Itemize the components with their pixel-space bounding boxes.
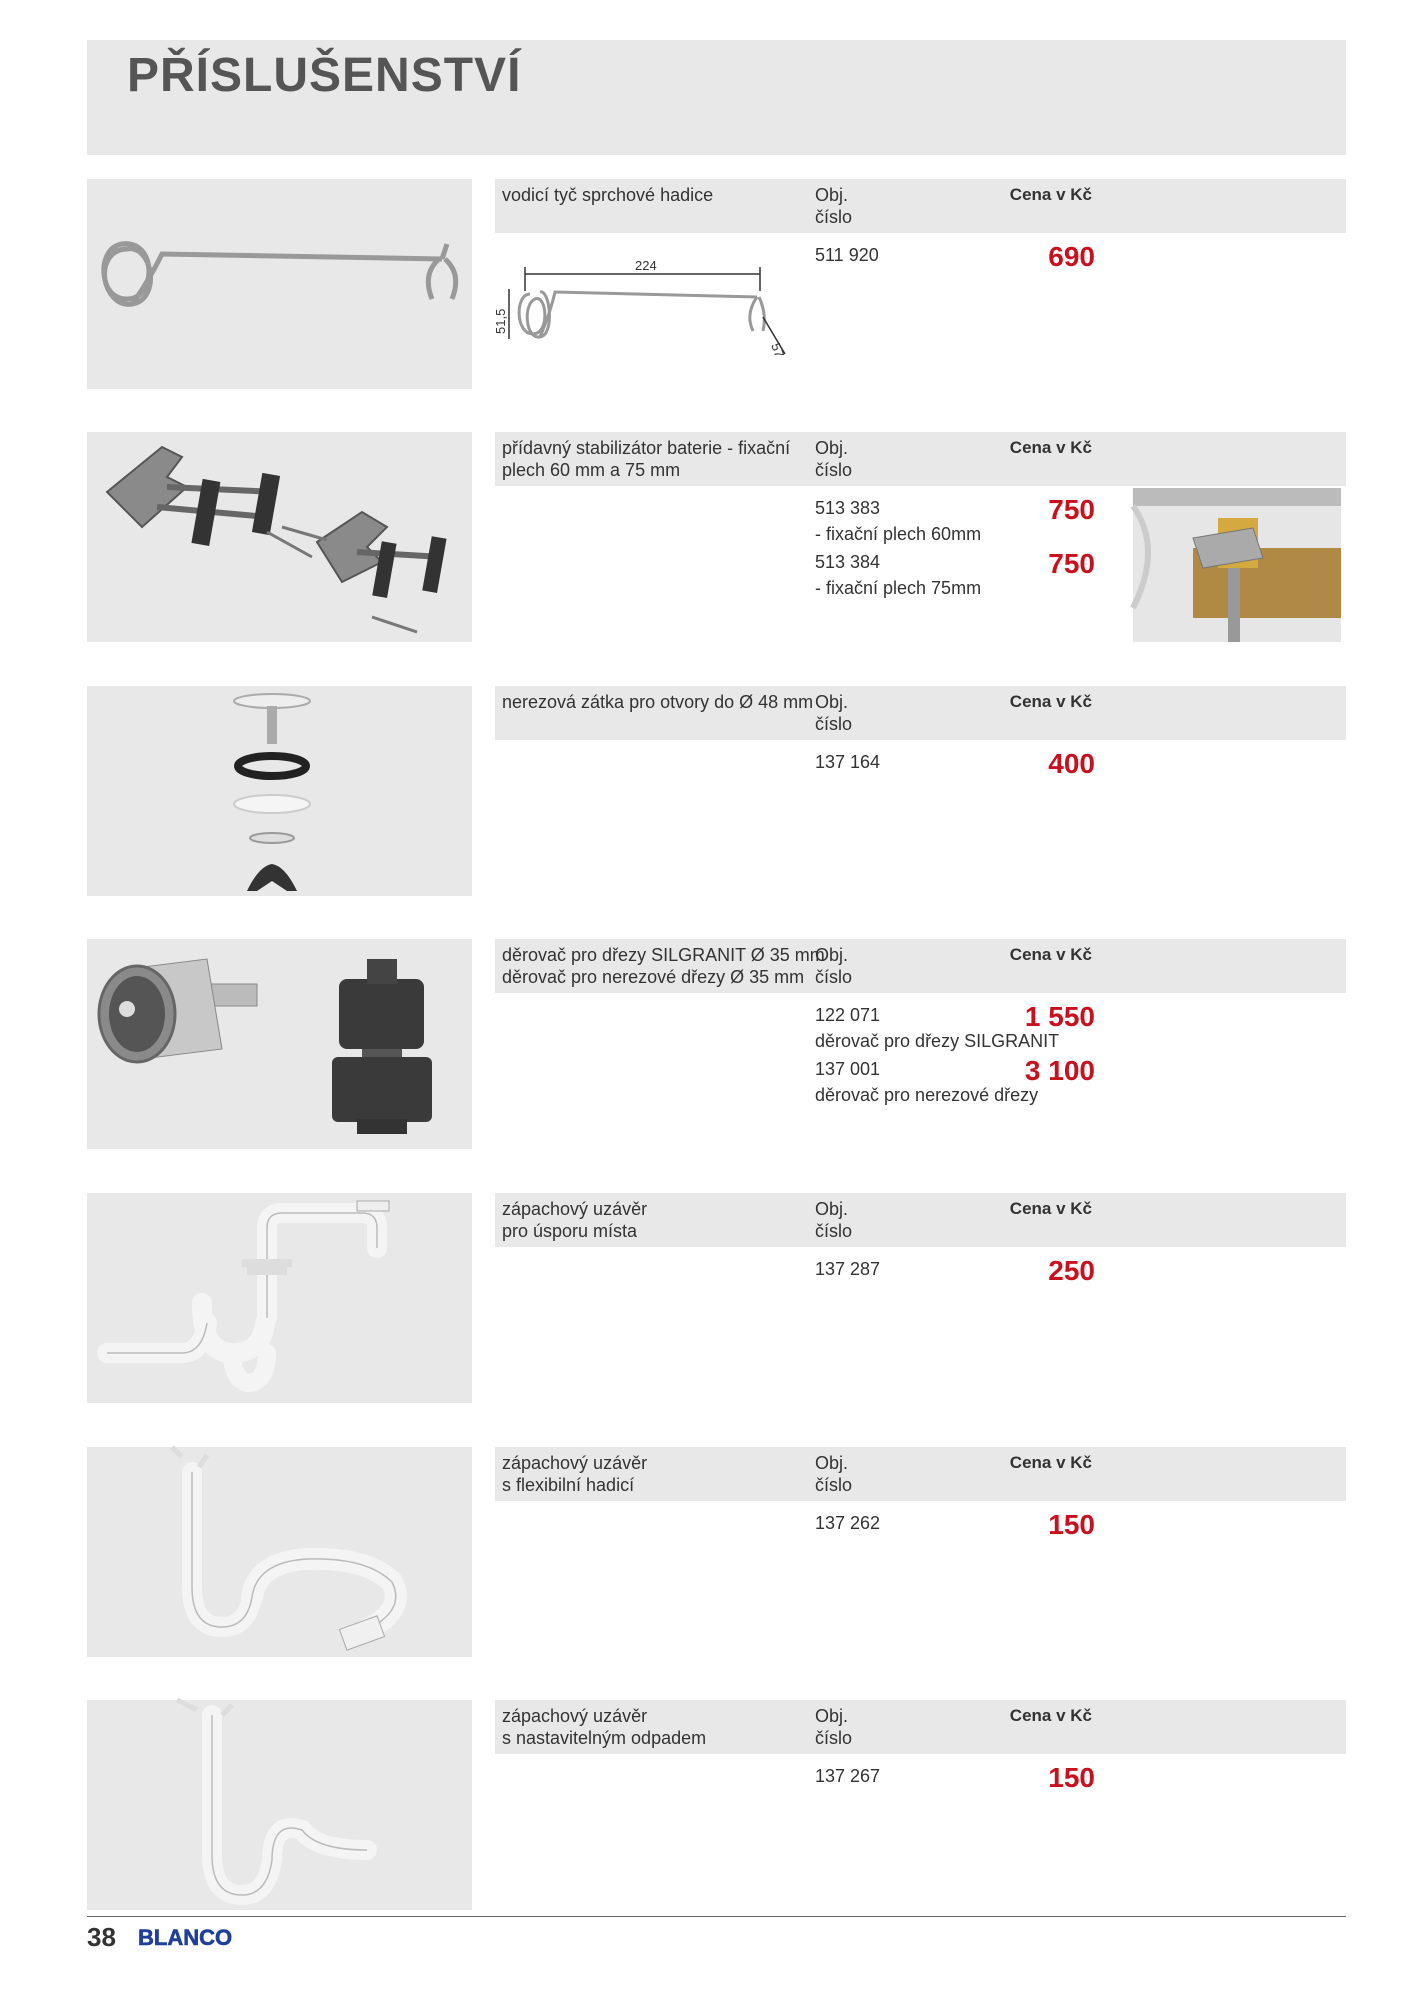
price-header: Cena v Kč: [1009, 185, 1092, 204]
header-band: [87, 40, 1346, 155]
item-note: děrovač pro dřezy SILGRANIT: [815, 1031, 1060, 1051]
order-number-header-line: číslo: [815, 207, 853, 227]
description-line: zápachový uzávěr: [502, 1706, 648, 1726]
description-line: s nastavitelným odpadem: [502, 1728, 707, 1748]
order-number-header-line: číslo: [815, 460, 853, 480]
price-value: 150: [1048, 1762, 1095, 1793]
price-value: 1 550: [1024, 1001, 1095, 1032]
product-header-bar: [495, 686, 1346, 740]
description-line: děrovač pro nerezové dřezy Ø 35 mm: [502, 967, 805, 987]
order-code: 137 164: [815, 752, 881, 772]
item-note: - fixační plech 60mm: [815, 524, 982, 544]
dimension-height-label: 51,5: [493, 308, 508, 334]
order-item: [815, 1255, 1095, 1286]
order-number-header-line: Obj.: [815, 692, 849, 712]
product-description: [502, 944, 825, 988]
product-header-bar: [495, 1193, 1346, 1247]
dimension-drawing: [495, 259, 805, 369]
order-number-header: [815, 1705, 852, 1749]
order-item: [815, 1509, 1095, 1540]
order-items: [815, 1001, 1095, 1109]
price-value: 150: [1048, 1509, 1095, 1540]
order-number-header-line: Obj.: [815, 185, 849, 205]
footer-divider: [87, 1916, 1346, 1917]
product-row-shower-guide: [0, 179, 1414, 389]
brand-name: BLANCO: [138, 1925, 233, 1950]
price-header: Cena v Kč: [1009, 438, 1092, 457]
order-number-header-line: Obj.: [815, 1706, 849, 1726]
order-code: 122 071: [815, 1005, 881, 1025]
dimension-offset-label: 57: [768, 340, 788, 360]
price-value: 750: [1048, 548, 1095, 579]
order-number-header: [815, 1452, 852, 1496]
order-number-header: [815, 691, 852, 735]
order-code: 137 001: [815, 1059, 881, 1079]
price-value: 250: [1048, 1255, 1095, 1286]
product-photo-shower-guide: [87, 179, 472, 389]
order-number-header-line: Obj.: [815, 1199, 849, 1219]
order-item: [815, 1055, 1095, 1086]
order-number-header-line: Obj.: [815, 945, 849, 965]
order-number-header-line: číslo: [815, 967, 853, 987]
product-header-bar: [495, 1447, 1346, 1501]
product-row-stabilizer: [0, 432, 1414, 642]
order-number-header-line: Obj.: [815, 1453, 849, 1473]
price-header: Cena v Kč: [1009, 1706, 1092, 1725]
description-line: nerezová zátka pro otvory do Ø 48 mm: [502, 692, 814, 712]
product-row-siphon-flexible: [0, 1447, 1414, 1657]
product-description: [502, 1452, 817, 1496]
product-photo-siphon-flexible: [87, 1447, 472, 1657]
brand-logo: [138, 1923, 238, 1951]
page-title: PŘÍSLUŠENSTVÍ: [127, 49, 522, 102]
description-line: vodicí tyč sprchové hadice: [502, 185, 714, 205]
price-value: 750: [1048, 494, 1095, 525]
dimension-width-label: 224: [635, 258, 657, 273]
order-number-header: [815, 944, 852, 988]
product-row-plug: [0, 686, 1414, 896]
product-photo-siphon-space-saving: [87, 1193, 472, 1403]
order-items: [815, 494, 1095, 602]
description-line: s flexibilní hadicí: [502, 1475, 635, 1495]
price-value: 3 100: [1024, 1055, 1095, 1086]
order-item: [815, 1762, 1095, 1793]
price-header: Cena v Kč: [1009, 1199, 1092, 1218]
description-line: přídavný stabilizátor baterie - fixační: [502, 438, 791, 458]
order-item: [815, 241, 1095, 272]
order-number-header: [815, 437, 852, 481]
product-header-bar: [495, 1700, 1346, 1754]
description-line: plech 60 mm a 75 mm: [502, 460, 681, 480]
item-note: - fixační plech 75mm: [815, 578, 982, 598]
description-line: zápachový uzávěr: [502, 1453, 648, 1473]
product-row-siphon-adjustable: [0, 1700, 1414, 1910]
product-description: [502, 184, 817, 206]
product-description: [502, 1198, 817, 1242]
order-items: [815, 1255, 1095, 1286]
order-number-header-line: Obj.: [815, 438, 849, 458]
order-item: [815, 748, 1095, 779]
order-items: [815, 748, 1095, 779]
order-items: [815, 241, 1095, 272]
product-row-siphon-space-saving: [0, 1193, 1414, 1403]
order-number-header-line: číslo: [815, 1475, 853, 1495]
order-code: 137 267: [815, 1766, 881, 1786]
order-code: 511 920: [815, 245, 879, 265]
product-photo-hole-punch: [87, 939, 472, 1149]
order-number-header-line: číslo: [815, 1221, 853, 1241]
description-line: pro úsporu místa: [502, 1221, 638, 1241]
price-header: Cena v Kč: [1009, 945, 1092, 964]
order-number-header: [815, 184, 852, 228]
product-description: [502, 691, 817, 713]
product-description: [502, 1705, 817, 1749]
price-value: 690: [1048, 241, 1095, 272]
order-code: 513 384: [815, 552, 881, 572]
price-header: Cena v Kč: [1009, 692, 1092, 711]
order-items: [815, 1762, 1095, 1793]
page-number: 38: [87, 1922, 116, 1952]
product-description: [502, 437, 817, 481]
item-note: děrovač pro nerezové dřezy: [815, 1085, 1039, 1105]
order-number-header-line: číslo: [815, 714, 853, 734]
order-item: [815, 548, 1095, 579]
description-line: zápachový uzávěr: [502, 1199, 648, 1219]
order-item: [815, 494, 1095, 525]
description-line: děrovač pro dřezy SILGRANIT Ø 35 mm: [502, 945, 825, 965]
order-number-header-line: číslo: [815, 1728, 853, 1748]
installation-photo: [1133, 488, 1341, 642]
order-code: 137 262: [815, 1513, 881, 1533]
order-code: 513 383: [815, 498, 881, 518]
product-photo-siphon-adjustable: [87, 1700, 472, 1910]
product-header-bar: [495, 432, 1346, 486]
price-header: Cena v Kč: [1009, 1453, 1092, 1472]
price-value: 400: [1048, 748, 1095, 779]
product-header-bar: [495, 179, 1346, 233]
product-photo-stabilizer: [87, 432, 472, 642]
order-item: [815, 1001, 1095, 1032]
order-number-header: [815, 1198, 852, 1242]
product-header-bar: [495, 939, 1346, 993]
product-row-hole-punch: [0, 939, 1414, 1149]
order-items: [815, 1509, 1095, 1540]
order-code: 137 287: [815, 1259, 881, 1279]
product-photo-plug: [87, 686, 472, 896]
